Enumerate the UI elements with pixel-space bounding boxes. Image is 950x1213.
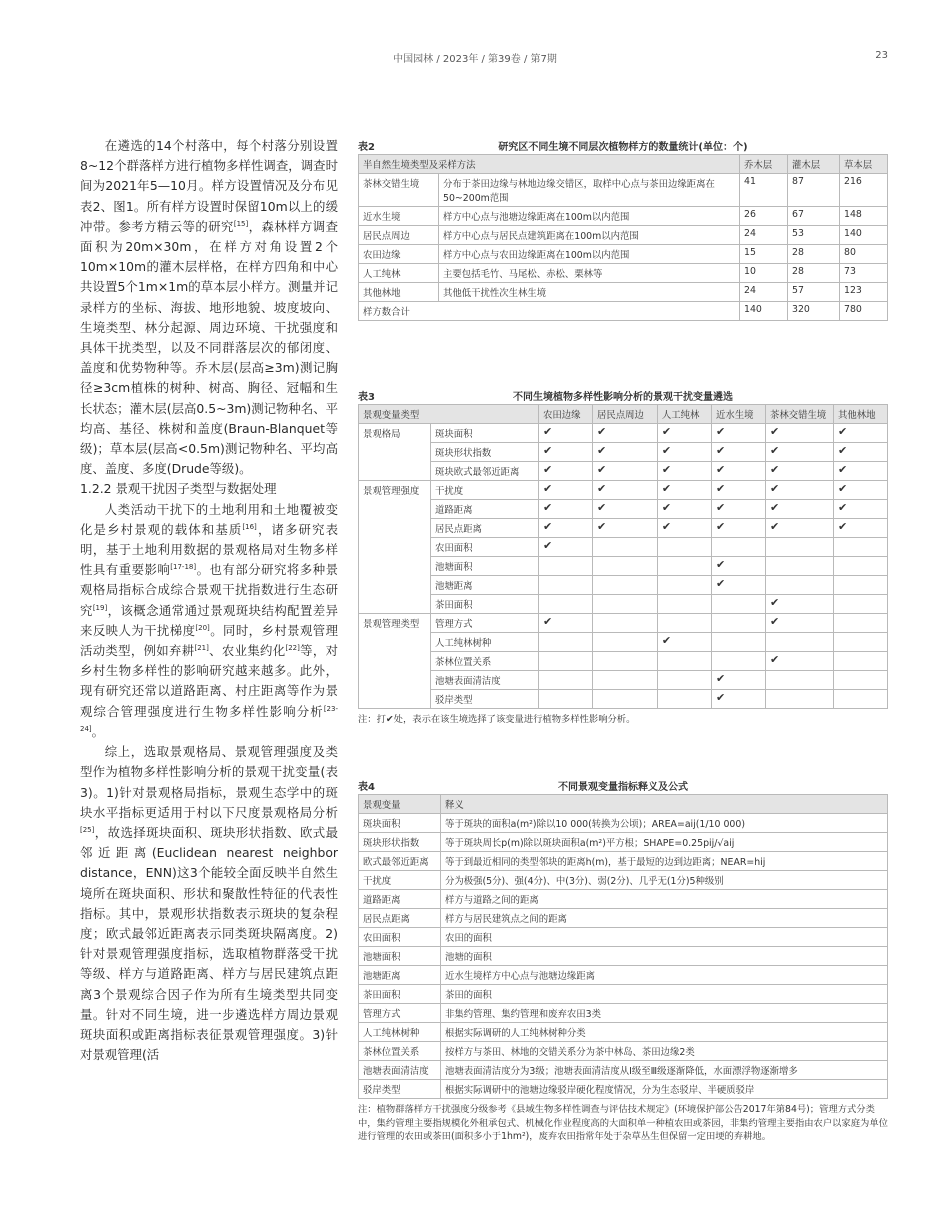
table-row [359, 928, 888, 947]
check-mark-icon: ✔ [661, 463, 672, 476]
table-cell: 根据实际调研中的池塘边缘驳岸硬化程度情况，分为生态驳岸、半硬质驳岸 [441, 1080, 888, 1099]
table-cell [657, 443, 711, 462]
table-cell: 15 [740, 245, 788, 264]
table-cell [711, 633, 765, 652]
table-cell: 道路距离 [359, 890, 441, 909]
table-cell [765, 690, 833, 709]
column-header: 景观变量 [359, 795, 441, 814]
table-cell [593, 424, 658, 443]
check-mark-icon: ✔ [661, 482, 672, 495]
table-cell: 非集约管理、集约管理和废弃农田3类 [441, 1004, 888, 1023]
column-header: 近水生境 [711, 405, 765, 424]
table-cell [539, 443, 593, 462]
table-cell: 近水生境样方中心点与池塘边缘距离 [441, 966, 888, 985]
table-cell: 茶林交错生境 [359, 174, 439, 207]
check-mark-icon: ✔ [769, 520, 780, 533]
table-cell [711, 576, 765, 595]
table-row [359, 481, 888, 500]
table-cell [765, 443, 833, 462]
table-row [359, 671, 888, 690]
variable-label: 池塘距离 [431, 576, 539, 595]
check-mark-icon: ✔ [715, 425, 726, 438]
table-row [359, 226, 888, 245]
table-cell [593, 652, 658, 671]
table-cell [765, 595, 833, 614]
table-4 [358, 778, 888, 1144]
table-cell [833, 481, 887, 500]
table-row [359, 890, 888, 909]
table-cell: 样方中心点与农田边缘距离在100m以内范围 [439, 245, 740, 264]
table-row [359, 633, 888, 652]
table-3 [358, 388, 888, 727]
table-cell: 斑块面积 [359, 814, 441, 833]
table-row [359, 909, 888, 928]
table-row [359, 283, 888, 302]
table-cell: 73 [840, 264, 888, 283]
column-header: 释义 [441, 795, 888, 814]
table-row [359, 1080, 888, 1099]
table-row [359, 1042, 888, 1061]
table-row [359, 576, 888, 595]
table-cell: 按样方与茶田、林地的交错关系分为茶中林岛、茶田边缘2类 [441, 1042, 888, 1061]
check-mark-icon: ✔ [661, 520, 672, 533]
check-mark-icon: ✔ [715, 520, 726, 533]
table-row [359, 174, 888, 207]
table-row [359, 690, 888, 709]
table-row [359, 1023, 888, 1042]
variable-label: 农田面积 [431, 538, 539, 557]
table-cell: 茶田面积 [359, 985, 441, 1004]
table-cell: 样方与道路之间的距离 [441, 890, 888, 909]
table-cell [833, 595, 887, 614]
table-cell: 41 [740, 174, 788, 207]
table-cell: 农田面积 [359, 928, 441, 947]
table-row [359, 207, 888, 226]
table-cell [657, 633, 711, 652]
table-cell [539, 481, 593, 500]
table-cell: 池塘距离 [359, 966, 441, 985]
table-caption: 表2 研究区不同生境不同层次植物样方的数量统计(单位：个) [358, 142, 748, 153]
table-cell [539, 633, 593, 652]
column-header: 乔木层 [740, 155, 788, 174]
table-cell [593, 614, 658, 633]
table-cell: 分布于茶田边缘与林地边缘交错区，取样中心点与茶田边缘距离在50~200m范围 [439, 174, 740, 207]
check-mark-icon: ✔ [769, 444, 780, 457]
group-label: 景观管理强度 [359, 481, 431, 614]
group-label: 景观格局 [359, 424, 431, 481]
table-cell: 216 [840, 174, 888, 207]
table-cell [765, 538, 833, 557]
check-mark-icon: ✔ [597, 520, 607, 533]
table-cell: 28 [788, 264, 840, 283]
check-mark-icon: ✔ [837, 444, 848, 457]
table-cell [765, 462, 833, 481]
table-cell [539, 671, 593, 690]
table-cell [593, 443, 658, 462]
table-cell [593, 462, 658, 481]
table-cell: 57 [788, 283, 840, 302]
variable-label: 斑块形状指数 [431, 443, 539, 462]
table-cell: 驳岸类型 [359, 1080, 441, 1099]
table-cell: 欧式最邻近距离 [359, 852, 441, 871]
table-header-row [359, 155, 888, 174]
table-cell [833, 671, 887, 690]
table-cell [593, 538, 658, 557]
table-cell [657, 538, 711, 557]
table-cell [833, 500, 887, 519]
table-cell [765, 519, 833, 538]
table-row [359, 462, 888, 481]
table-cell: 样方中心点与池塘边缘距离在100m以内范围 [439, 207, 740, 226]
table-cell [833, 424, 887, 443]
table-cell [539, 595, 593, 614]
variable-label: 管理方式 [431, 614, 539, 633]
variable-label: 斑块欧式最邻近距离 [431, 462, 539, 481]
body-text-column [80, 136, 338, 1065]
check-mark-icon: ✔ [661, 444, 672, 457]
table-cell [593, 690, 658, 709]
column-header: 草本层 [840, 155, 888, 174]
table-row [359, 443, 888, 462]
check-mark-icon: ✔ [543, 463, 553, 476]
table-cell: 148 [840, 207, 888, 226]
table-cell [593, 576, 658, 595]
column-header: 灌木层 [788, 155, 840, 174]
variable-label: 人工纯林树种 [431, 633, 539, 652]
table-row [359, 833, 888, 852]
table-cell [765, 481, 833, 500]
table-cell [833, 614, 887, 633]
column-header: 景观变量类型 [359, 405, 539, 424]
table-cell: 近水生境 [359, 207, 439, 226]
table-cell: 140 [840, 226, 888, 245]
variable-label: 居民点距离 [431, 519, 539, 538]
table-cell: 分为极强(5分)、强(4分)、中(3分)、弱(2分)、几乎无(1分)5种级别 [441, 871, 888, 890]
check-mark-icon: ✔ [837, 520, 848, 533]
table-cell [657, 500, 711, 519]
table-cell: 样方中心点与居民点建筑距离在100m以内范围 [439, 226, 740, 245]
check-mark-icon: ✔ [769, 501, 780, 514]
table-cell [833, 633, 887, 652]
variable-label: 干扰度 [431, 481, 539, 500]
table-cell: 24 [740, 226, 788, 245]
table-cell [539, 690, 593, 709]
table-cell [657, 690, 711, 709]
table-cell [593, 519, 658, 538]
check-mark-icon: ✔ [837, 501, 848, 514]
table-cell [657, 519, 711, 538]
table-row [359, 1004, 888, 1023]
table-row [359, 424, 888, 443]
table-cell [657, 481, 711, 500]
table-cell [657, 576, 711, 595]
check-mark-icon: ✔ [715, 558, 726, 571]
table-cell: 等于到最近相同的类型邻块的距离h(m)，基于最短的边到边距离；NEAR=hij [441, 852, 888, 871]
table-cell: 其他林地 [359, 283, 439, 302]
table-cell [539, 614, 593, 633]
table-cell [539, 500, 593, 519]
table-cell [765, 576, 833, 595]
table-cell: 80 [840, 245, 888, 264]
check-mark-icon: ✔ [543, 539, 553, 552]
variable-label: 池塘表面清洁度 [431, 671, 539, 690]
table-cell [711, 462, 765, 481]
group-label: 景观管理类型 [359, 614, 431, 709]
table-cell: 53 [788, 226, 840, 245]
table-cell: 主要包括毛竹、马尾松、赤松、栗林等 [439, 264, 740, 283]
table-cell: 等于斑块周长p(m)除以斑块面积a(m²)平方根；SHAPE=0.25pij/√aij [441, 833, 888, 852]
check-mark-icon: ✔ [543, 615, 553, 628]
table-cell: 26 [740, 207, 788, 226]
check-mark-icon: ✔ [597, 501, 607, 514]
table-cell [765, 500, 833, 519]
check-mark-icon: ✔ [715, 672, 726, 685]
table-cell: 居民点距离 [359, 909, 441, 928]
table-row [359, 595, 888, 614]
table-cell [657, 557, 711, 576]
table-cell [711, 595, 765, 614]
check-mark-icon: ✔ [769, 653, 780, 666]
column-header: 人工纯林 [657, 405, 711, 424]
table-cell: 农田的面积 [441, 928, 888, 947]
table-cell [539, 557, 593, 576]
table-cell: 样方数合计 [359, 302, 740, 321]
check-mark-icon: ✔ [661, 425, 672, 438]
table-cell [657, 671, 711, 690]
table-2 [358, 138, 888, 321]
table-cell [657, 614, 711, 633]
table-cell [657, 462, 711, 481]
check-mark-icon: ✔ [715, 691, 726, 704]
table-cell [711, 614, 765, 633]
table-cell: 28 [788, 245, 840, 264]
table-cell [539, 576, 593, 595]
check-mark-icon: ✔ [543, 482, 553, 495]
table-cell: 管理方式 [359, 1004, 441, 1023]
table-cell: 24 [740, 283, 788, 302]
column-header: 其他林地 [833, 405, 887, 424]
table-cell [711, 443, 765, 462]
table-note: 注：植物群落样方干扰强度分级参考《县域生物多样性调查与评估技术规定》(环境保护部公告2017年第84号)；管理方式分类中，集约管理主要指规模化外租承包式、机械化作业程度高的大面积单一种植农田或茶园，非集约管理主要指由农户以家庭为单位进行管理的农田或茶田(面积多小于1hm²)，废弃农田指常年处于杂草丛生但保留一定田埂的弃耕地。 [358, 1104, 888, 1142]
table-cell [593, 595, 658, 614]
table-cell [593, 481, 658, 500]
table-cell [711, 481, 765, 500]
check-mark-icon: ✔ [661, 634, 672, 647]
table-2-grid [358, 154, 888, 321]
table-cell [833, 443, 887, 462]
table-cell: 780 [840, 302, 888, 321]
table-cell [711, 519, 765, 538]
check-mark-icon: ✔ [837, 482, 848, 495]
variable-label: 斑块面积 [431, 424, 539, 443]
table-cell [833, 652, 887, 671]
variable-label: 池塘面积 [431, 557, 539, 576]
table-row [359, 1061, 888, 1080]
table-cell [711, 500, 765, 519]
table-cell [539, 519, 593, 538]
check-mark-icon: ✔ [597, 463, 607, 476]
check-mark-icon: ✔ [769, 482, 780, 495]
check-mark-icon: ✔ [769, 463, 780, 476]
paragraph: 人类活动干扰下的土地利用和土地覆被变化是乡村景观的载体和基质[16]，诸多研究表明，基于土地利用数据的景观格局对生物多样性具有重要影响[17-18]。也有部分研究将多种景观格局指标合成综合景观干扰指数进行生态研究[19]，该概念通常通过景观斑块结构配置差异来反映人为干扰梯度[20]。同时，乡村景观管理活动类型，例如弃耕[21]、农业集约化[22]等，对乡村生物多样性的影响研究越来越多。此外，现有研究还常以道路距离、村庄距离等作为景观综合管理强度进行生物多样性影响分析[23-24]。 [80, 501, 339, 739]
table-cell: 茶林位置关系 [359, 1042, 441, 1061]
table-cell: 池塘表面清洁度 [359, 1061, 441, 1080]
check-mark-icon: ✔ [715, 444, 726, 457]
check-mark-icon: ✔ [597, 444, 607, 457]
table-caption: 表4 不同景观变量指标释义及公式 [358, 782, 688, 793]
table-cell [711, 424, 765, 443]
table-cell [539, 652, 593, 671]
table-cell: 人工纯林 [359, 264, 439, 283]
table-cell: 样方与居民建筑点之间的距离 [441, 909, 888, 928]
table-cell [765, 671, 833, 690]
check-mark-icon: ✔ [543, 501, 553, 514]
table-cell: 10 [740, 264, 788, 283]
check-mark-icon: ✔ [715, 463, 726, 476]
table-cell [765, 557, 833, 576]
table-cell [833, 519, 887, 538]
table-row [359, 966, 888, 985]
variable-label: 道路距离 [431, 500, 539, 519]
journal-info: 中国园林 / 2023年 / 第39卷 / 第7期 [393, 54, 557, 65]
table-cell: 池塘表面清洁度分为3级；池塘表面清洁度从Ⅰ级至Ⅲ级逐渐降低，水面漂浮物逐渐增多 [441, 1061, 888, 1080]
table-cell [711, 652, 765, 671]
column-header: 半自然生境类型及采样方法 [359, 155, 740, 174]
check-mark-icon: ✔ [837, 463, 848, 476]
table-cell: 其他低干扰性次生林生境 [439, 283, 740, 302]
check-mark-icon: ✔ [769, 425, 780, 438]
table-cell [593, 633, 658, 652]
table-header-row [359, 795, 888, 814]
table-3-grid [358, 404, 888, 709]
table-cell [539, 538, 593, 557]
table-cell: 茶田的面积 [441, 985, 888, 1004]
page-number: 23 [875, 50, 888, 61]
check-mark-icon: ✔ [715, 482, 726, 495]
table-cell [833, 690, 887, 709]
table-cell: 67 [788, 207, 840, 226]
table-cell [539, 462, 593, 481]
table-cell [593, 671, 658, 690]
table-row [359, 871, 888, 890]
column-header: 居民点周边 [593, 405, 658, 424]
check-mark-icon: ✔ [543, 520, 553, 533]
table-cell [765, 633, 833, 652]
table-cell: 人工纯林树种 [359, 1023, 441, 1042]
table-4-grid [358, 794, 888, 1099]
table-cell [657, 424, 711, 443]
table-cell: 320 [788, 302, 840, 321]
table-row [359, 500, 888, 519]
table-row [359, 985, 888, 1004]
check-mark-icon: ✔ [543, 444, 553, 457]
table-header-row [359, 405, 888, 424]
table-cell [711, 690, 765, 709]
table-cell [833, 538, 887, 557]
table-cell: 140 [740, 302, 788, 321]
table-cell: 居民点周边 [359, 226, 439, 245]
table-row [359, 264, 888, 283]
table-cell: 87 [788, 174, 840, 207]
check-mark-icon: ✔ [597, 425, 607, 438]
table-cell: 等于斑块的面积a(m²)除以10 000(转换为公顷)；AREA=aij(1/10 000) [441, 814, 888, 833]
table-row [359, 557, 888, 576]
check-mark-icon: ✔ [661, 501, 672, 514]
paragraph: 综上，选取景观格局、景观管理强度及类型作为植物多样性影响分析的景观干扰变量(表3)。1)针对景观格局指标，景观生态学中的斑块水平指标更适用于村以下尺度景观格局分析[25]，故选择斑块面积、斑块形状指数、欧式最邻近距离(Euclidean nearest neighbor distance，ENN)这3个能较全面反映半自然生境所在斑块面积、形状和聚散性特征的代表性指标。其中，景观形状指数表示斑块的复杂程度；欧式最邻近距离表示同类斑块隔离度。2)针对景观管理强度指标，选取植物群落受干扰等级、样方与道路距离、样方与居民建筑点距离3个景观综合因子作为所有生境类型共同变量。针对不同生境，进一步遴选样方周边景观斑块面积或距离指标表征景观管理强度。3)针对景观管理(活 [80, 744, 338, 1063]
table-cell: 123 [840, 283, 888, 302]
table-cell: 干扰度 [359, 871, 441, 890]
table-note: 注：打✔处，表示在该生境选择了该变量进行植物多样性影响分析。 [358, 714, 636, 725]
section-heading: 1.2.2 景观干扰因子类型与数据处理 [80, 481, 277, 497]
table-row [359, 652, 888, 671]
table-cell: 池塘的面积 [441, 947, 888, 966]
paragraph: 在遴选的14个村落中，每个村落分别设置8~12个群落样方进行植物多样性调查，调查时间为2021年5—10月。样方设置情况及分布见表2、图1。所有样方设置时保留10m以上的缓冲带。参考方精云等的研究[15]，森林样方调查面积为20m×30m，在样方对角设置2个10m×10m的灌木层样格，在样方四角和中心共设置5个1m×1m的草本层小样方。测量并记录样方的坐标、海拔、地形地貌、坡度坡向、生境类型、林分起源、周边环境、干扰强度和具体干扰类型，以及不同群落层次的郁闭度、盖度和优势物种等。乔木层(层高≥3m)测记胸径≥3cm植株的树种、树高、胸径、冠幅和生长状态；灌木层(层高0.5~3m)测记物种名、平均高、基径、株树和盖度(Braun-Blanquet等级)；草本层(层高<0.5m)测记物种名、平均高度、盖度、多度(Drude等级)。 [80, 138, 339, 477]
table-cell [833, 557, 887, 576]
table-cell [539, 424, 593, 443]
table-row [359, 245, 888, 264]
table-cell [593, 500, 658, 519]
table-cell [833, 576, 887, 595]
check-mark-icon: ✔ [715, 577, 726, 590]
check-mark-icon: ✔ [543, 425, 553, 438]
check-mark-icon: ✔ [769, 596, 780, 609]
variable-label: 茶田面积 [431, 595, 539, 614]
variable-label: 驳岸类型 [431, 690, 539, 709]
table-cell: 根据实际调研的人工纯林树种分类 [441, 1023, 888, 1042]
table-cell [711, 538, 765, 557]
check-mark-icon: ✔ [597, 482, 607, 495]
table-cell [711, 671, 765, 690]
table-cell: 池塘面积 [359, 947, 441, 966]
check-mark-icon: ✔ [769, 615, 780, 628]
table-cell [657, 595, 711, 614]
table-cell [593, 557, 658, 576]
variable-label: 茶林位置关系 [431, 652, 539, 671]
table-cell [657, 652, 711, 671]
table-cell: 斑块形状指数 [359, 833, 441, 852]
table-row [359, 852, 888, 871]
table-cell [765, 424, 833, 443]
table-row [359, 538, 888, 557]
table-total-row [359, 302, 888, 321]
check-mark-icon: ✔ [715, 501, 726, 514]
table-cell: 农田边缘 [359, 245, 439, 264]
table-row [359, 614, 888, 633]
table-cell [765, 652, 833, 671]
table-cell [833, 462, 887, 481]
check-mark-icon: ✔ [837, 425, 848, 438]
table-row [359, 519, 888, 538]
table-row [359, 814, 888, 833]
table-cell [711, 557, 765, 576]
column-header: 茶林交错生境 [765, 405, 833, 424]
column-header: 农田边缘 [539, 405, 593, 424]
table-row [359, 947, 888, 966]
table-caption: 表3 不同生境植物多样性影响分析的景观干扰变量遴选 [358, 392, 733, 403]
table-cell [765, 614, 833, 633]
